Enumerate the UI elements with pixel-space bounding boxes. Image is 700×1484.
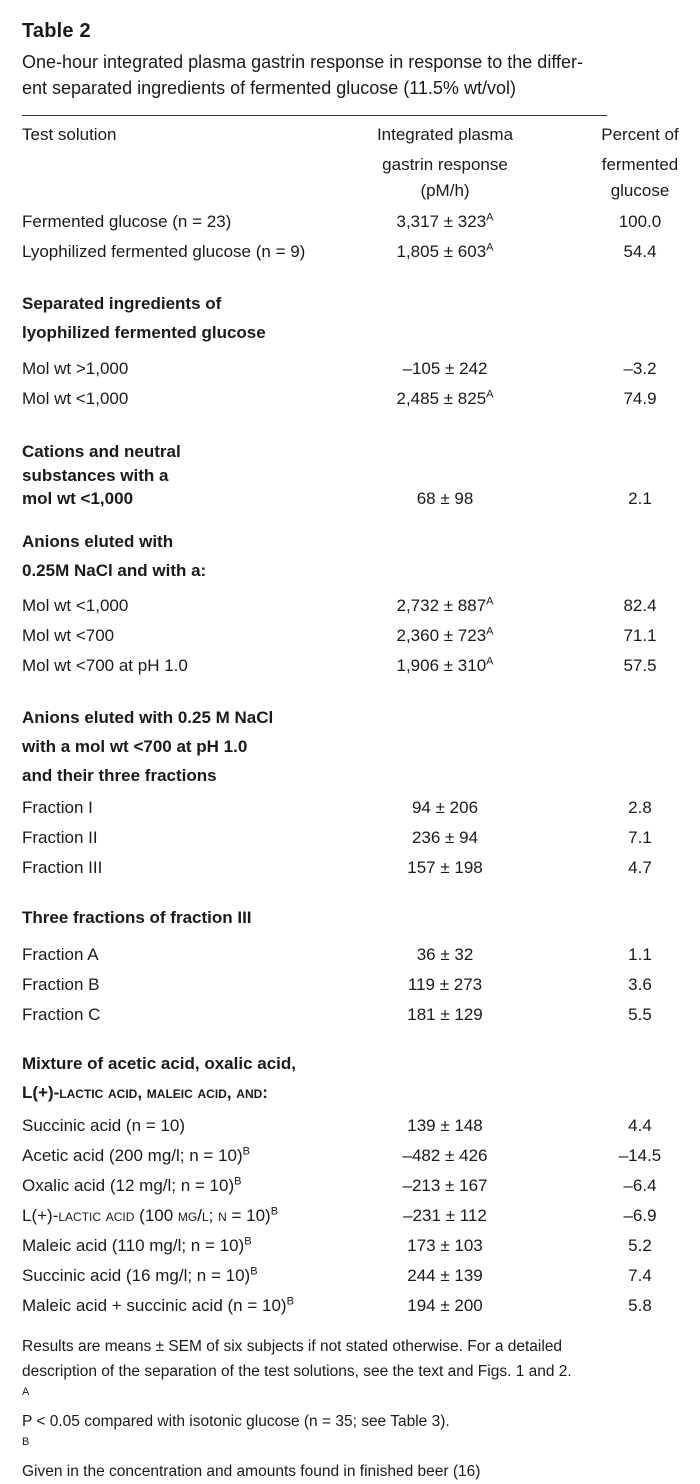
- value-text: 2,732 ± 887: [396, 596, 487, 615]
- value-text: 173 ± 103: [407, 1236, 483, 1255]
- section-line: with a mol wt <700 at pH 1.0: [22, 737, 248, 756]
- footnote-mark: B: [270, 1205, 279, 1218]
- footnote-a: [22, 1384, 688, 1434]
- row-label: Lyophilized fermented glucose (n = 9): [22, 242, 306, 261]
- row-label: [22, 1263, 362, 1288]
- section-line: Anions eluted with 0.25 M NaCl: [22, 708, 274, 727]
- section-line: substances with a: [22, 466, 169, 485]
- row-label: [22, 1143, 362, 1168]
- row-value: [360, 653, 530, 678]
- row-label: Fraction A: [22, 945, 99, 964]
- row-label: mol wt <1,000: [22, 489, 134, 508]
- row-percent: –6.9: [623, 1206, 657, 1225]
- value-text: 36 ± 32: [416, 945, 474, 964]
- row-value: [360, 1233, 530, 1258]
- section-header: [22, 292, 362, 345]
- row-value: [360, 486, 530, 511]
- header-line: (pM/h): [420, 181, 470, 200]
- header-line: fermented: [601, 155, 679, 174]
- row-value: [360, 239, 530, 264]
- row-label: Mol wt >1,000: [22, 359, 129, 378]
- footnote-mark: A: [486, 241, 494, 254]
- row-label: Fraction II: [22, 828, 98, 847]
- label-text: Oxalic acid (12 mg/l; n = 10): [22, 1176, 235, 1195]
- row-label: Mol wt <700 at pH 1.0: [22, 656, 188, 675]
- section-header: [22, 906, 362, 930]
- section-header: [22, 440, 362, 488]
- label-text: Maleic acid (110 mg/l; n = 10): [22, 1236, 245, 1255]
- value-text: 157 ± 198: [407, 858, 483, 877]
- section-header: [22, 706, 362, 788]
- row-value: [360, 1113, 530, 1138]
- value-text: 1,805 ± 603: [396, 242, 487, 261]
- table-caption: [22, 49, 688, 101]
- header-line: Percent of: [601, 125, 679, 144]
- row-label: [22, 1233, 362, 1258]
- section-header: [22, 1052, 362, 1105]
- value-text: 68 ± 98: [416, 489, 474, 508]
- row-value: [360, 795, 530, 820]
- section-line: Separated ingredients of: [22, 294, 222, 313]
- table-title: Table 2: [22, 20, 91, 42]
- value-text: 1,906 ± 310: [396, 656, 487, 675]
- row-value: [360, 1173, 530, 1198]
- footnote-mark: B: [234, 1175, 242, 1188]
- footnote-mark: B: [244, 1235, 252, 1248]
- header-line: glucose: [610, 181, 670, 200]
- footnote-text: Given in the concentration and amounts found in finished beer (16): [22, 1463, 481, 1480]
- footnote-general: Results are means ± SEM of six subjects if not stated otherwise. For a detailed: [22, 1338, 563, 1355]
- value-text: –105 ± 242: [402, 359, 488, 378]
- row-value: [360, 1002, 530, 1027]
- row-percent: 7.4: [628, 1266, 652, 1285]
- row-percent: 2.1: [628, 489, 652, 508]
- table-top-rule: [22, 115, 607, 116]
- header-percent: [580, 122, 700, 204]
- footnote-mark: B: [286, 1295, 294, 1308]
- row-percent: 5.5: [628, 1005, 652, 1024]
- section-line: Three fractions of fraction III: [22, 908, 252, 927]
- footnote-mark: B: [242, 1145, 250, 1158]
- value-text: –231 ± 112: [403, 1206, 487, 1225]
- caption-line: One-hour integrated plasma gastrin response in response to the differ-: [22, 52, 583, 72]
- row-label: Fraction B: [22, 975, 100, 994]
- value-text: 244 ± 139: [407, 1266, 483, 1285]
- label-text: Maleic acid + succinic acid (n = 10): [22, 1296, 287, 1315]
- row-percent: 71.1: [623, 626, 657, 645]
- row-label: Fermented glucose (n = 23): [22, 212, 232, 231]
- header-test-solution: Test solution: [22, 125, 117, 144]
- footnote-mark: A: [486, 655, 494, 668]
- row-percent: 3.6: [628, 975, 652, 994]
- row-label: Succinic acid (n = 10): [22, 1116, 185, 1135]
- section-line: Anions eluted with: [22, 532, 174, 551]
- row-label: Mol wt <1,000: [22, 596, 129, 615]
- row-percent: 4.7: [628, 858, 652, 877]
- row-percent: 100.0: [618, 212, 662, 231]
- row-label: [22, 1203, 362, 1228]
- row-label: Fraction I: [22, 798, 93, 817]
- row-value: [360, 972, 530, 997]
- label-text: L(+)-lactic acid (100 mg/l; n = 10): [22, 1206, 271, 1225]
- section-line: 0.25M NaCl and with a:: [22, 561, 207, 580]
- section-header: [22, 530, 362, 583]
- row-label: [22, 1293, 362, 1318]
- footnote-b: [22, 1434, 688, 1484]
- row-percent: 57.5: [623, 656, 657, 675]
- row-value: [360, 1263, 530, 1288]
- row-percent: 74.9: [623, 389, 657, 408]
- row-value: [360, 209, 530, 234]
- row-percent: 7.1: [628, 828, 652, 847]
- section-line: and their three fractions: [22, 766, 217, 785]
- footnote-mark: A: [486, 388, 494, 401]
- value-text: 181 ± 129: [407, 1005, 483, 1024]
- label-text: Acetic acid (200 mg/l; n = 10): [22, 1146, 243, 1165]
- section-line: Cations and neutral: [22, 442, 181, 461]
- row-percent: –14.5: [618, 1146, 662, 1165]
- row-label: [22, 1173, 362, 1198]
- value-text: 139 ± 148: [407, 1116, 483, 1135]
- value-text: 194 ± 200: [407, 1296, 483, 1315]
- header-line: gastrin response: [382, 155, 508, 174]
- section-line: Mixture of acetic acid, oxalic acid,: [22, 1054, 296, 1073]
- footnote-mark: A: [486, 211, 494, 224]
- row-value: [360, 942, 530, 967]
- section-line: lyophilized fermented glucose: [22, 323, 266, 342]
- row-value: [360, 623, 530, 648]
- row-percent: –3.2: [623, 359, 657, 378]
- section-line: L(+)-lactic acid, maleic acid, and:: [22, 1083, 268, 1102]
- value-text: 3,317 ± 323: [396, 212, 487, 231]
- row-percent: 1.1: [628, 945, 652, 964]
- row-percent: –6.4: [623, 1176, 657, 1195]
- value-text: 2,360 ± 723: [396, 626, 487, 645]
- row-label: Fraction C: [22, 1005, 101, 1024]
- footnote-mark: B: [250, 1265, 258, 1278]
- value-text: 94 ± 206: [411, 798, 479, 817]
- row-percent: 82.4: [623, 596, 657, 615]
- footnote-general: description of the separation of the test solutions, see the text and Figs. 1 and 2.: [22, 1363, 572, 1380]
- value-text: 119 ± 273: [407, 975, 483, 994]
- footnote-text: P < 0.05 compared with isotonic glucose (n = 35; see Table 3).: [22, 1413, 450, 1430]
- row-label: Mol wt <700: [22, 626, 115, 645]
- row-value: [360, 825, 530, 850]
- footnote-mark: B: [22, 1435, 30, 1448]
- value-text: 236 ± 94: [411, 828, 479, 847]
- row-percent: 4.4: [628, 1116, 652, 1135]
- value-text: –213 ± 167: [402, 1176, 488, 1195]
- row-value: [360, 356, 530, 381]
- row-value: [360, 1203, 530, 1228]
- row-value: [360, 386, 530, 411]
- row-value: [360, 1293, 530, 1318]
- row-value: [360, 1143, 530, 1168]
- row-label: Fraction III: [22, 858, 103, 877]
- row-value: [360, 855, 530, 880]
- label-text: Succinic acid (16 mg/l; n = 10): [22, 1266, 251, 1285]
- footnote-mark: A: [22, 1385, 30, 1398]
- row-percent: 5.2: [628, 1236, 652, 1255]
- footnote-mark: A: [486, 625, 494, 638]
- row-percent: 2.8: [628, 798, 652, 817]
- footnote-mark: A: [486, 595, 494, 608]
- row-percent: 54.4: [623, 242, 657, 261]
- value-text: 2,485 ± 825: [396, 389, 487, 408]
- row-value: [360, 593, 530, 618]
- table-footnotes: [22, 1334, 688, 1484]
- row-label: Mol wt <1,000: [22, 389, 129, 408]
- row-percent: 5.8: [628, 1296, 652, 1315]
- caption-line: ent separated ingredients of fermented glucose (11.5% wt/vol): [22, 78, 516, 98]
- header-gastrin-response: [360, 122, 530, 204]
- header-line: Integrated plasma: [376, 125, 514, 144]
- value-text: –482 ± 426: [402, 1146, 488, 1165]
